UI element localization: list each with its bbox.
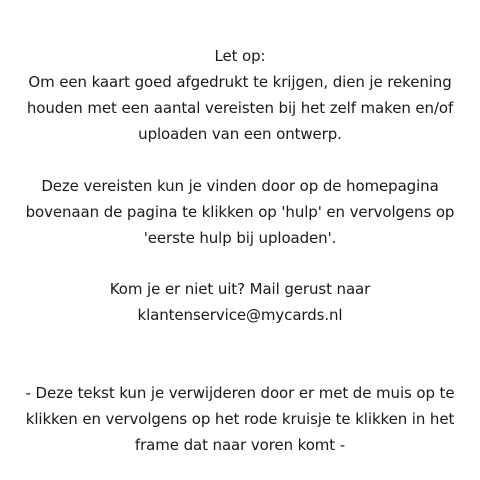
- text-line: klikken en vervolgens op het rode kruisje te klikken in het: [25, 410, 455, 428]
- text-line: Deze vereisten kun je vinden door op de homepagina: [41, 177, 439, 195]
- instruction-text[interactable]: [12, 43, 468, 147]
- text-line: Kom je er niet uit? Mail gerust naar: [109, 280, 371, 298]
- text-line: frame dat naar voren komt -: [134, 436, 346, 454]
- heading-let-op: Let op:: [214, 47, 266, 65]
- remove-hint-text[interactable]: [12, 380, 468, 458]
- text-line: Om een kaart goed afgedrukt te krijgen, dien je rekening: [28, 73, 452, 91]
- text-line: houden met een aantal vereisten bij het zelf maken en/of: [26, 99, 454, 117]
- requirements-text[interactable]: [12, 173, 468, 251]
- contact-text[interactable]: [12, 276, 468, 328]
- text-line: uploaden van een ontwerp.: [138, 125, 342, 143]
- email-address: klantenservice@mycards.nl: [137, 306, 343, 324]
- text-line: 'eerste hulp bij uploaden'.: [143, 229, 337, 247]
- text-line: - Deze tekst kun je verwijderen door er met de muis op te: [25, 384, 455, 402]
- text-line: bovenaan de pagina te klikken op 'hulp' en vervolgens op: [25, 203, 455, 221]
